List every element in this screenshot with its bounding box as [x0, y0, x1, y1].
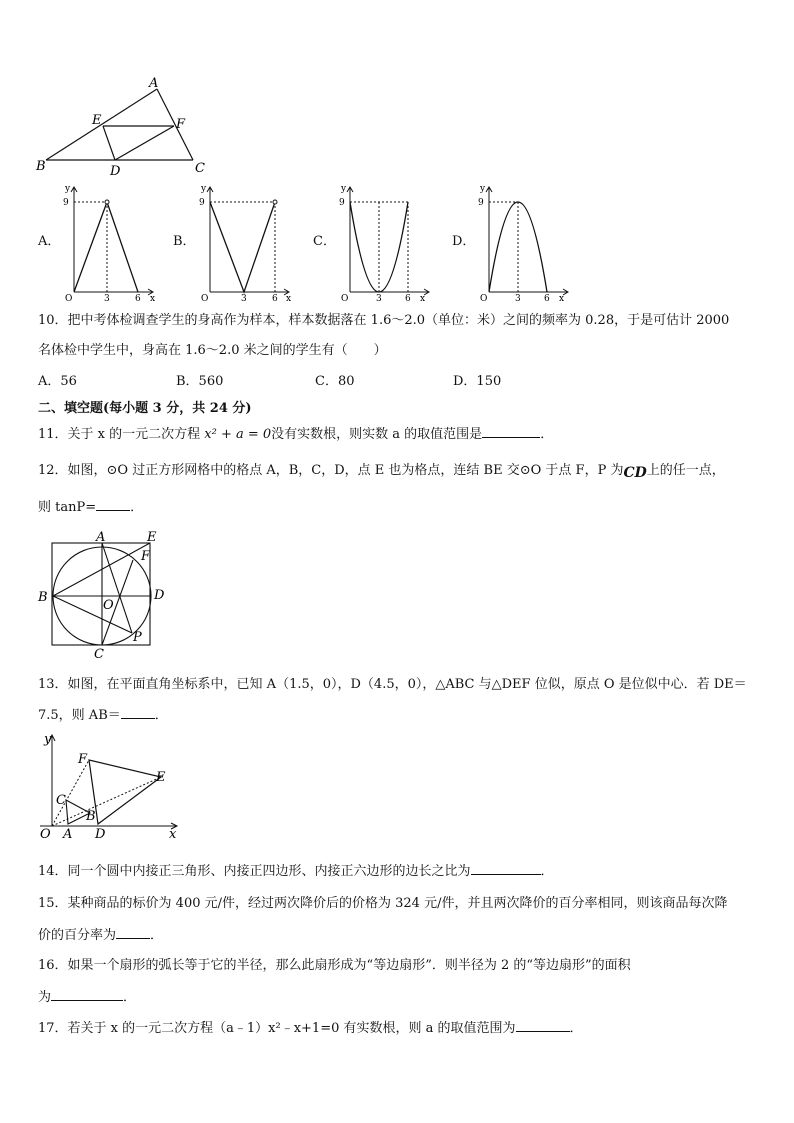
- q15-line2-row: [38, 926, 163, 945]
- q10-line1: 10．把中考体检调查学生的身高作为样本，样本数据落在 1.6～2.0（单位：米）之间的频率为 0.28，于是可估计 2000: [38, 313, 730, 328]
- graph-a: [62, 182, 162, 302]
- q12-line1-row: [38, 461, 725, 480]
- coord-label-E: E: [156, 770, 166, 785]
- graph-d-x-label: x: [559, 294, 565, 302]
- q12-line1: 12．如图，⊙O 过正方形网格中的格点 A，B，C，D，点 E 也为格点，连结 BE 交⊙O 于点 F，P 为: [38, 463, 624, 478]
- coordinate-figure: [34, 730, 184, 842]
- circle-label-C: C: [94, 647, 104, 662]
- q11-equation: x² + a = 0: [204, 427, 272, 442]
- graph-b-x-label: x: [286, 294, 292, 302]
- label-A: A: [149, 76, 159, 91]
- q12-line1-end: 上的任一点，: [646, 463, 725, 478]
- q14-end: ．: [540, 864, 554, 879]
- circle-label-D: D: [154, 588, 165, 603]
- label-F: F: [176, 117, 186, 132]
- circle-square-figure: [34, 528, 174, 664]
- q16-answer-blank[interactable]: [51, 988, 123, 1001]
- graph-a-x-label: x: [150, 294, 156, 302]
- q11-answer-blank[interactable]: [482, 425, 540, 438]
- coord-label-O: O: [40, 827, 51, 842]
- graph-d-origin: O: [480, 294, 488, 302]
- q14-answer-blank[interactable]: [471, 862, 541, 875]
- section-title: 二、填空题(每小题 3 分，共 24 分): [38, 401, 252, 416]
- circle-label-O: O: [103, 598, 114, 613]
- q16-line2-row: [38, 988, 136, 1007]
- graph-b-y-label: y: [201, 184, 207, 194]
- q12-answer-blank[interactable]: [96, 498, 130, 511]
- q12-line2-end: ．: [130, 500, 144, 515]
- circle-label-B: B: [38, 590, 48, 605]
- graph-d-tick-6: 6: [544, 294, 550, 302]
- q13-line2-row: [38, 706, 168, 725]
- q10-line2: 名体检中学生中，身高在 1.6～2.0 米之间的学生有（ ）: [38, 343, 387, 358]
- q13-line1: 13．如图，在平面直角坐标系中，已知 A（1.5，0），D（4.5，0），△ABC 与△DEF 位似，原点 O 是位似中心．若 DE＝: [38, 677, 747, 692]
- q11-end: ．: [540, 427, 554, 442]
- q13-line2-pre: 7.5，则 AB＝: [38, 708, 121, 723]
- coord-label-F: F: [78, 752, 88, 767]
- label-C: C: [195, 161, 205, 176]
- coord-label-C: C: [56, 793, 66, 808]
- coord-label-D: D: [95, 827, 106, 842]
- graph-a-y-label: y: [65, 184, 71, 194]
- circle-label-P: P: [133, 630, 142, 645]
- q11: [38, 425, 553, 444]
- q17-row: [38, 1019, 583, 1038]
- graph-d-y-label: y: [480, 184, 486, 194]
- graph-a-origin: O: [65, 294, 73, 302]
- q13-answer-blank[interactable]: [121, 706, 155, 719]
- graph-option-d-label[interactable]: D．: [452, 234, 476, 249]
- graph-option-b-label[interactable]: B．: [173, 234, 196, 249]
- label-D: D: [110, 164, 121, 179]
- q15-line2-pre: 价的百分率为: [38, 928, 117, 943]
- graph-b-tick-3: 3: [241, 294, 247, 302]
- q16-line2-end: ．: [123, 990, 137, 1005]
- q13-line2-end: ．: [154, 708, 168, 723]
- coord-label-x: x: [169, 827, 177, 842]
- q17-end: ．: [569, 1021, 583, 1036]
- q15-answer-blank[interactable]: [116, 926, 150, 939]
- triangle-figure: [30, 74, 220, 180]
- graph-a-tick-9: 9: [63, 198, 69, 208]
- coord-label-y: y: [44, 732, 52, 747]
- graph-b-origin: O: [201, 294, 209, 302]
- graph-d-tick-3: 3: [515, 294, 521, 302]
- q15-line2-end: ．: [150, 928, 164, 943]
- graph-c-tick-3: 3: [376, 294, 382, 302]
- graph-b: [198, 182, 298, 302]
- q16-line1: 16．如果一个扇形的弧长等于它的半径，那么此扇形成为“等边扇形”．则半径为 2 的“等边扇形”的面积: [38, 958, 631, 973]
- label-E: E: [92, 113, 102, 128]
- q15-line1: 15．某种商品的标价为 400 元/件，经过两次降价后的价格为 324 元/件，并且两次降价的百分率相同，则该商品每次降: [38, 896, 728, 911]
- graph-a-tick-3: 3: [104, 294, 110, 302]
- graph-c-tick-6: 6: [405, 294, 411, 302]
- q17-answer-blank[interactable]: [516, 1019, 570, 1032]
- graph-option-a-label[interactable]: A．: [38, 234, 61, 249]
- q12-line2-row: [38, 498, 143, 517]
- q10-option-a[interactable]: A．56: [38, 374, 77, 389]
- q12-arc-cd: CD: [623, 465, 647, 481]
- graph-c-origin: O: [341, 294, 349, 302]
- q14-text: 14．同一个圆中内接正三角形、内接正四边形、内接正六边形的边长之比为: [38, 864, 471, 879]
- circle-label-E: E: [147, 530, 157, 545]
- circle-label-A: A: [96, 530, 106, 545]
- circle-label-F: F: [141, 549, 151, 564]
- q11-post: 没有实数根，则实数 a 的取值范围是: [271, 427, 483, 442]
- q16-line2-pre: 为: [38, 990, 52, 1005]
- coord-label-A: A: [63, 827, 73, 842]
- graph-d-tick-9: 9: [478, 198, 484, 208]
- q10-option-d[interactable]: D．150: [453, 374, 502, 389]
- graph-a-tick-6: 6: [135, 294, 141, 302]
- graph-c-x-label: x: [420, 294, 426, 302]
- graph-c: [338, 182, 438, 302]
- q17-text: 17．若关于 x 的一元二次方程（a﹣1）x²﹣x+1=0 有实数根，则 a 的取值范围为: [38, 1021, 516, 1036]
- coord-label-B: B: [86, 809, 96, 824]
- graph-b-tick-6: 6: [272, 294, 278, 302]
- q12-line2-pre: 则 tanP=: [38, 500, 97, 515]
- graph-d: [477, 182, 577, 302]
- graph-c-y-label: y: [341, 184, 347, 194]
- q10-option-c[interactable]: C．80: [315, 374, 355, 389]
- graph-c-tick-9: 9: [339, 198, 345, 208]
- graph-b-tick-9: 9: [199, 198, 205, 208]
- graph-option-c-label[interactable]: C．: [313, 234, 336, 249]
- label-B: B: [36, 159, 46, 174]
- q10-option-b[interactable]: B．560: [176, 374, 224, 389]
- q11-pre: 11．关于 x 的一元二次方程: [38, 427, 205, 442]
- q14-row: [38, 862, 554, 881]
